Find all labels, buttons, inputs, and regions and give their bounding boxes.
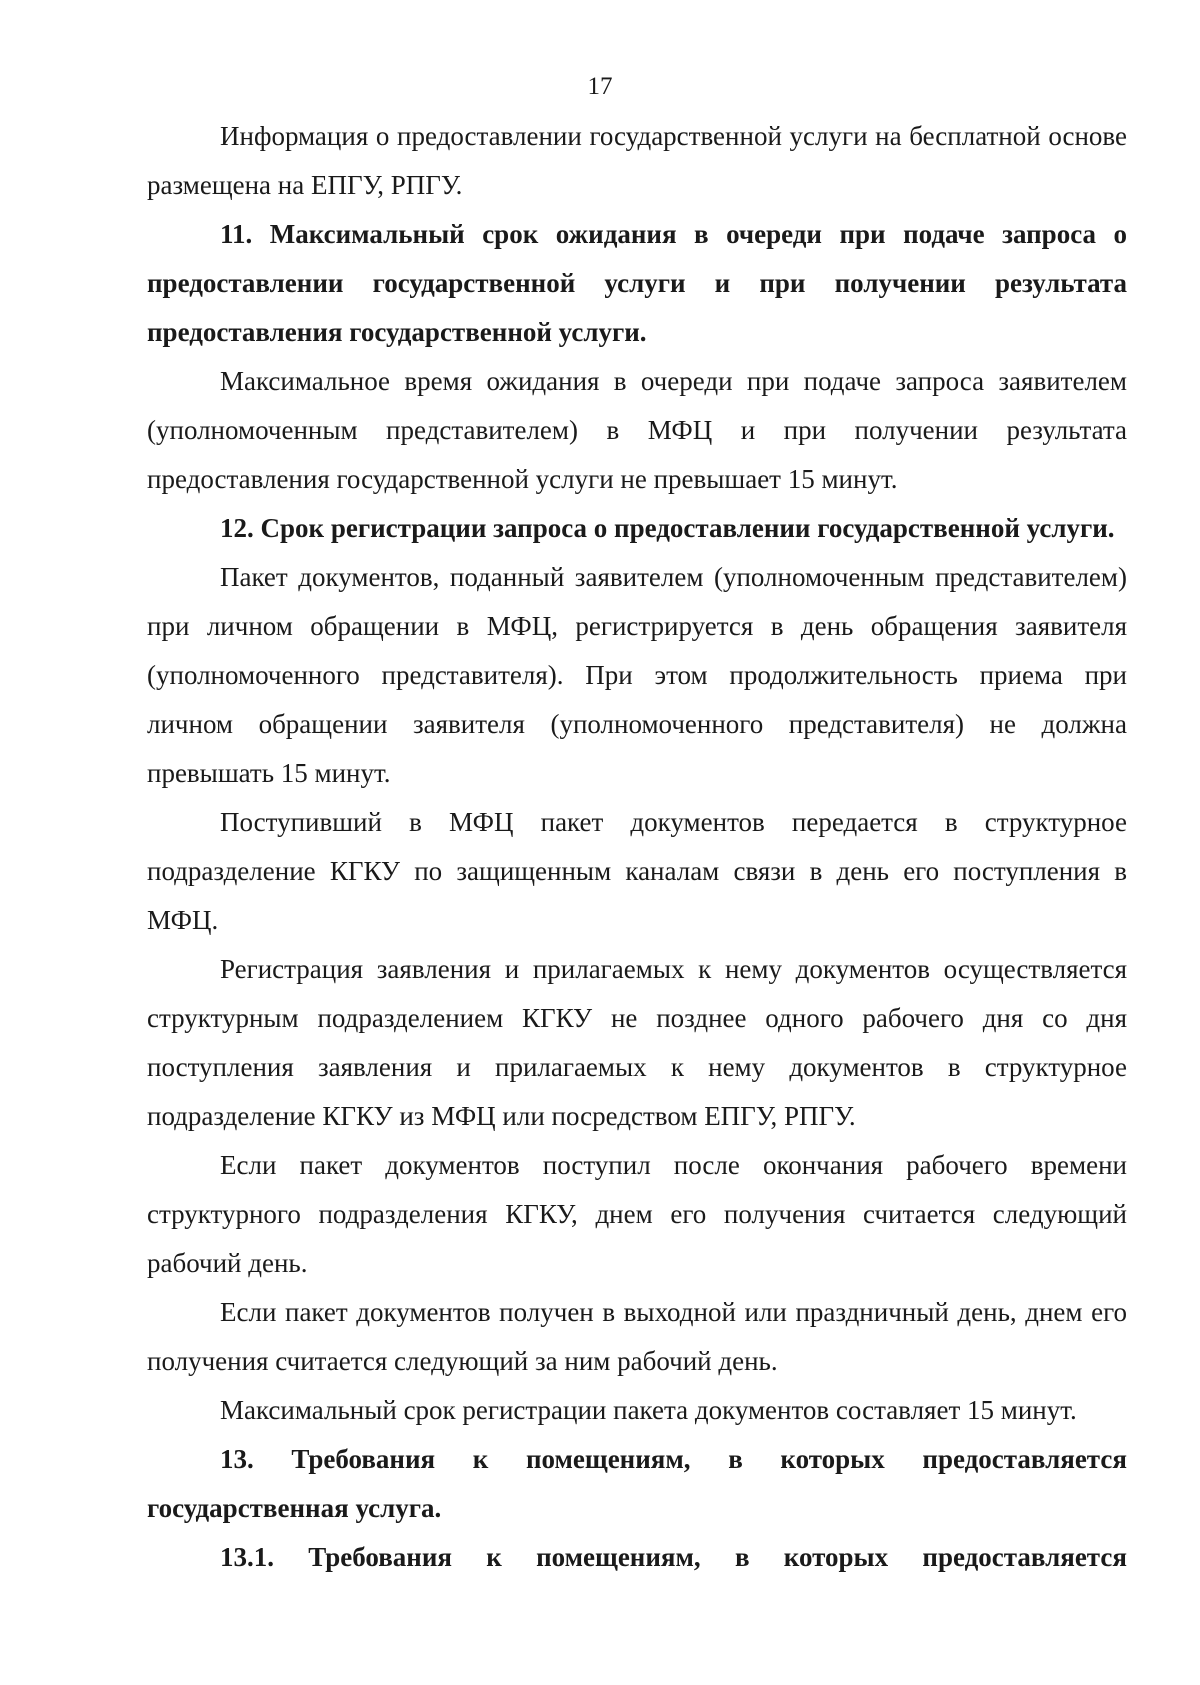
heading-section-12: 12. Срок регистрации запроса о предоставлении государственной услуги.	[220, 513, 1115, 543]
heading-section-13-1: 13.1. Требования к помещениям, в которых предоставляется	[220, 1542, 1127, 1572]
paragraph-registration-term: Регистрация заявления и прилагаемых к нему документов осуществляется структурным подразделением КГКУ не позднее одного рабочего дня со дня поступления заявления и прилагаемых к нему документов в структурное подразделение КГКУ из МФЦ или посредством ЕПГУ, РПГУ.	[147, 954, 1127, 1131]
heading-section-13: 13. Требования к помещениям, в которых предоставляется государственная услуга.	[147, 1444, 1127, 1523]
paragraph-holiday: Если пакет документов получен в выходной или праздничный день, днем его получения считается следующий за ним рабочий день.	[147, 1297, 1127, 1376]
paragraph-after-hours: Если пакет документов поступил после окончания рабочего времени структурного подразделения КГКУ, днем его получения считается следующий рабочий день.	[147, 1150, 1127, 1278]
paragraph-mfc-transfer: Поступивший в МФЦ пакет документов передается в структурное подразделение КГКУ по защищенным каналам связи в день его поступления в МФЦ.	[147, 807, 1127, 935]
document-body	[147, 112, 1127, 1582]
paragraph-max-registration: Максимальный срок регистрации пакета документов составляет 15 минут.	[220, 1395, 1077, 1425]
paragraph-queue-time: Максимальное время ожидания в очереди при подаче запроса заявителем (уполномоченным представителем) в МФЦ и при получении результата предоставления государственной услуги не превышает 15 минут.	[147, 366, 1127, 494]
heading-section-11: 11. Максимальный срок ожидания в очереди при подаче запроса о предоставлении государственной услуги и при получении результата предоставления государственной услуги.	[147, 219, 1127, 347]
paragraph-registration-day: Пакет документов, поданный заявителем (уполномоченным представителем) при личном обращении в МФЦ, регистрируется в день обращения заявителя (уполномоченного представителя). При этом продолжительность приема при личном обращении заявителя (уполномоченного представителя) не должна превышать 15 минут.	[147, 562, 1127, 788]
paragraph-free-info: Информация о предоставлении государственной услуги на бесплатной основе размещена на ЕПГУ, РПГУ.	[147, 121, 1127, 200]
page-number: 17	[587, 73, 613, 100]
